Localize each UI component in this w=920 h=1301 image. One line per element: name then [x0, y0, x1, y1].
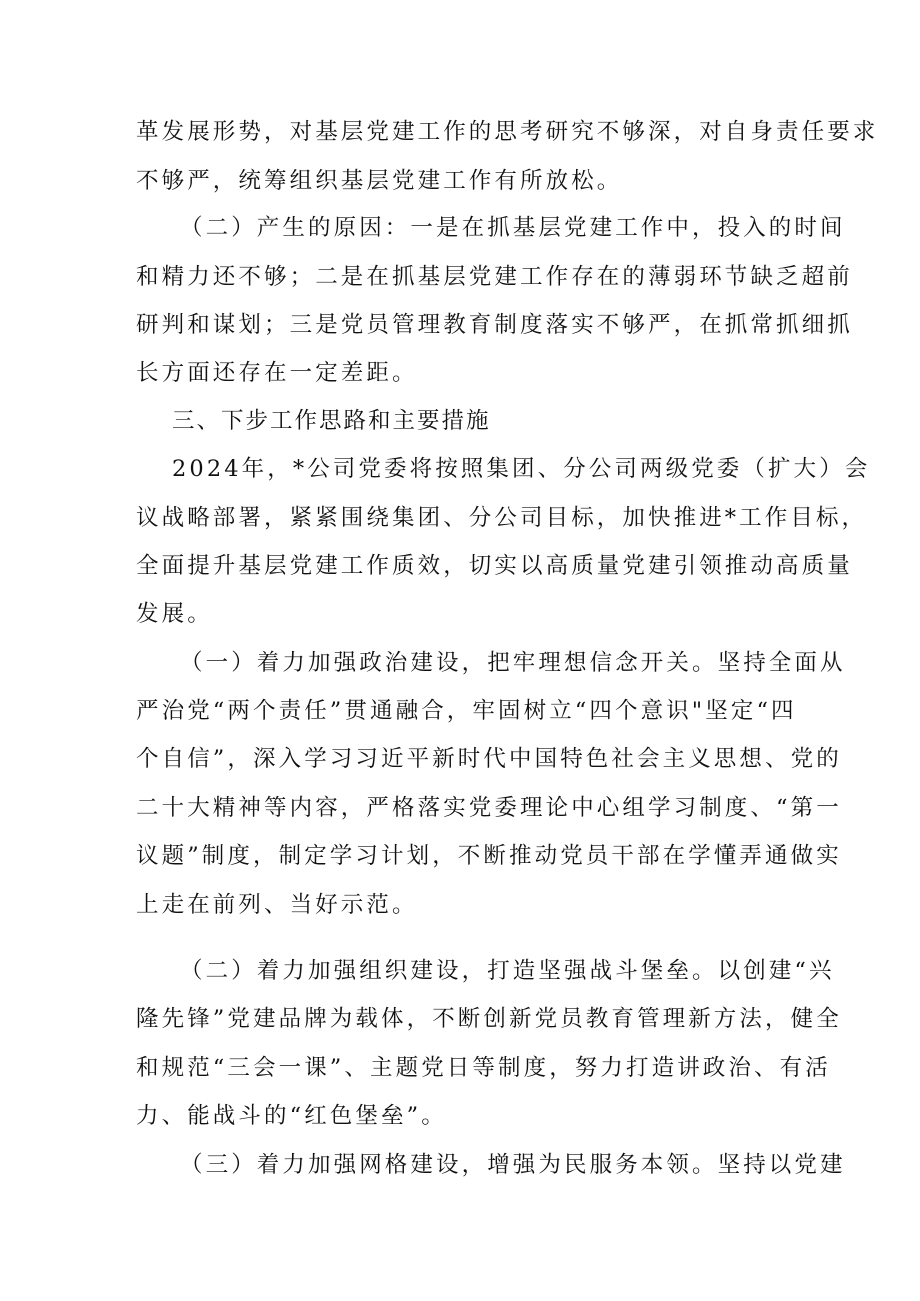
text-line: 上走在前列、当好示范。 — [136, 892, 418, 918]
text-line: 革发展形势，对基层党建工作的思考研究不够深，对自身责任要求 — [136, 119, 879, 145]
text-line: 个自信”，深入学习习近平新时代中国特色社会主义思想、党的 — [136, 746, 842, 772]
text-line: 议题”制度，制定学习计划，不断推动党员干部在学懂弄通做实 — [136, 843, 842, 869]
paragraph-start: （一）着力加强政治建设，把牢理想信念开关。坚持全面从 — [180, 650, 846, 676]
paragraph-start: （三）着力加强网格建设，增强为民服务本领。坚持以党建 — [180, 1152, 846, 1178]
section-heading: 三、下步工作思路和主要措施 — [172, 408, 491, 434]
text-line: 二十大精神等内容，严格落实党委理论中心组学习制度、“第一 — [136, 795, 842, 821]
text-line: 长方面还存在一定差距。 — [136, 360, 418, 386]
paragraph-start: 2024年，*公司党委将按照集团、分公司两级党委（扩大）会 — [172, 456, 871, 482]
text-line: 全面提升基层党建工作质效，切实以高质量党建引领推动高质量 — [136, 553, 853, 579]
text-line: 发展。 — [136, 601, 213, 627]
text-line: 和规范“三会一课”、主题党日等制度，努力打造讲政治、有活 — [136, 1055, 831, 1081]
paragraph-start: （二）产生的原因：一是在抓基层党建工作中，投入的时间 — [180, 215, 846, 241]
text-line: 严治党“两个责任”贯通融合，牢固树立“四个意识"坚定“四 — [136, 698, 797, 724]
text-line: 研判和谋划；三是党员管理教育制度落实不够严，在抓常抓细抓 — [136, 312, 853, 338]
text-line: 不够严，统筹组织基层党建工作有所放松。 — [136, 168, 623, 194]
paragraph-start: （二）着力加强组织建设，打造坚强战斗堡垒。以创建“兴 — [180, 958, 835, 984]
text-line: 议战略部署，紧紧围绕集团、分公司目标，加快推进*工作目标， — [136, 505, 868, 531]
text-line: 力、能战斗的“红色堡垒”。 — [136, 1103, 447, 1129]
text-line: 隆先锋”党建品牌为载体，不断创新党员教育管理新方法，健全 — [136, 1006, 842, 1032]
text-line: 和精力还不够；二是在抓基层党建工作存在的薄弱环节缺乏超前 — [136, 264, 853, 290]
